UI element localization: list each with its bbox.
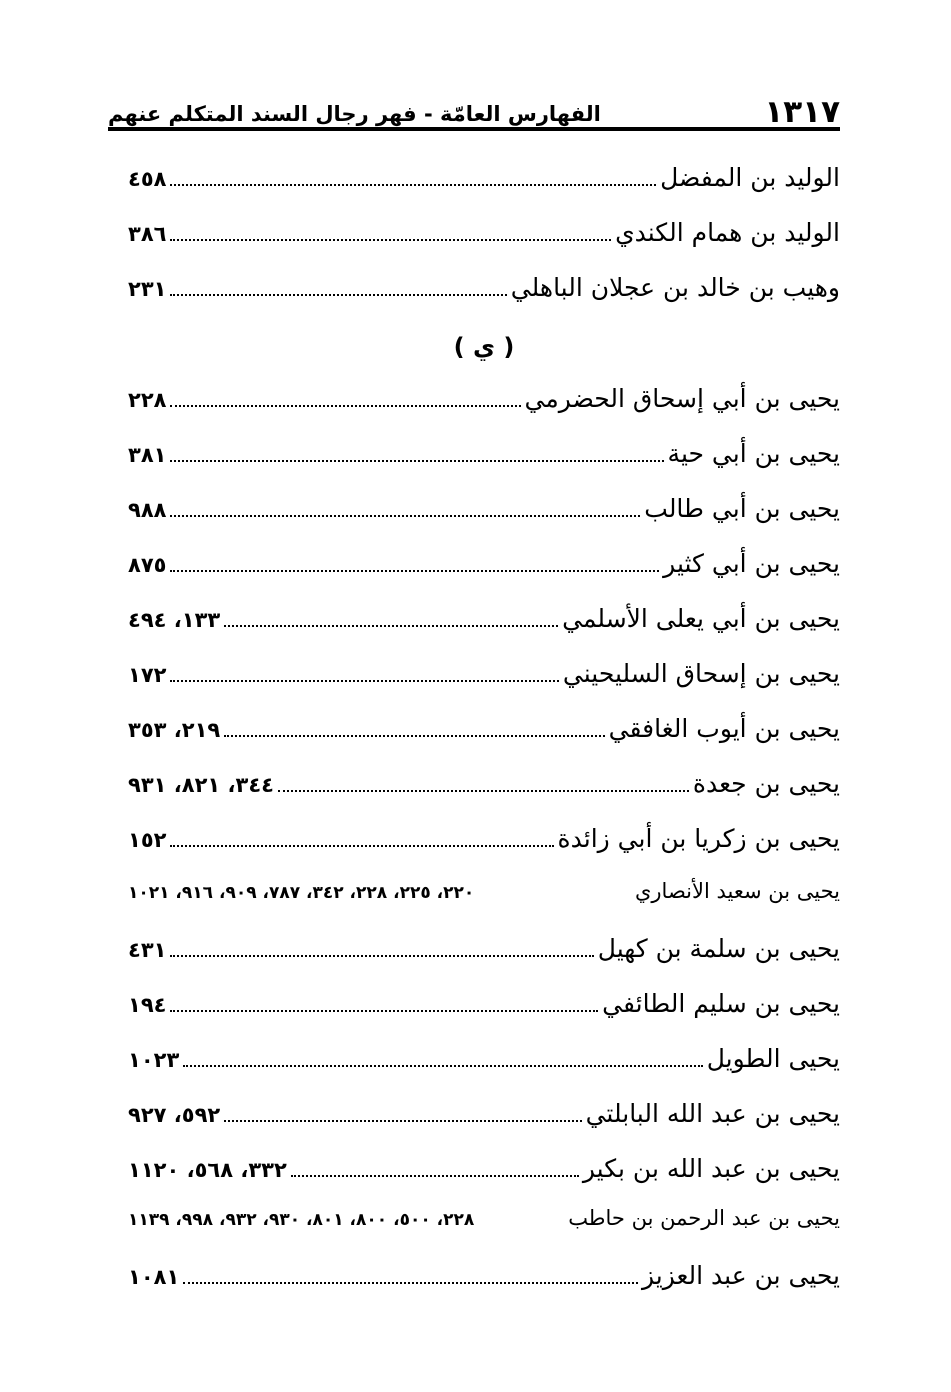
index-entry [128, 494, 840, 534]
dot-leader [291, 1175, 579, 1177]
entry-name: يحيى بن عبد الله البابلتي [585, 1099, 840, 1128]
entry-name: يحيى بن أبي كثير [663, 549, 840, 578]
index-entry [128, 273, 840, 313]
dot-leader [170, 239, 611, 241]
entry-name: يحيى بن جعدة [692, 769, 840, 798]
index-entry [128, 1099, 840, 1139]
entry-name: يحيى بن أبي طالب [644, 494, 840, 523]
entry-pages: ٢٢٨، ٥٠٠، ٨٠٠، ٨٠١، ٩٣٠، ٩٣٢، ٩٩٨، ١١٣٩ [128, 1210, 475, 1230]
entry-name: يحيى الطويل [706, 1044, 840, 1073]
entry-pages: ٢١٩، ٣٥٣ [128, 718, 221, 742]
index-entry [128, 1044, 840, 1084]
dot-leader [170, 405, 520, 407]
entry-pages: ٣٣٢، ٥٦٨، ١١٢٠ [128, 1158, 287, 1182]
entry-pages: ٩٨٨ [128, 498, 167, 522]
entry-pages: ١٧٢ [128, 663, 167, 687]
entry-name: يحيى بن زكريا بن أبي زائدة [557, 824, 840, 853]
dot-leader [224, 625, 558, 627]
entry-name: يحيى بن أبي يعلى الأسلمي [562, 604, 840, 633]
index-entry [128, 549, 840, 589]
running-title: الفهارس العامّة - فهر رجال السند المتكلم عنهم [108, 102, 601, 126]
dot-leader [183, 1065, 702, 1067]
entry-pages: ١٠٨١ [128, 1265, 180, 1289]
entry-pages: ١٠٢٣ [128, 1048, 180, 1072]
index-entry [128, 1261, 840, 1301]
index-entry [128, 879, 840, 919]
page-number: ١٣١٧ [764, 94, 840, 130]
dot-leader [170, 460, 663, 462]
index-entry [128, 989, 840, 1029]
index-entry [128, 714, 840, 754]
index-entry [128, 163, 840, 203]
entry-pages: ٢٢٨ [128, 388, 167, 412]
entry-name: يحيى بن عبد الله بن بكير [582, 1154, 840, 1183]
entry-pages: ١٥٢ [128, 828, 167, 852]
dot-leader [224, 1120, 581, 1122]
entry-pages: ٥٩٢، ٩٢٧ [128, 1103, 221, 1127]
dot-leader [170, 515, 640, 517]
dot-leader [170, 955, 593, 957]
index-entry [128, 659, 840, 699]
entry-name: الوليد بن همام الكندي [615, 218, 840, 247]
entry-pages: ٢٢٠، ٢٢٥، ٢٢٨، ٣٤٢، ٧٨٧، ٩٠٩، ٩١٦، ١٠٢١ [128, 883, 475, 903]
index-entry [128, 769, 840, 809]
entry-pages: ٨٧٥ [128, 553, 167, 577]
index-entry [128, 934, 840, 974]
entry-name: يحيى بن عبد العزيز [641, 1261, 840, 1290]
section-letter-heading: ( ي ) [453, 333, 515, 361]
entry-pages: ٢٣١ [128, 277, 167, 301]
entry-name: يحيى بن سلمة بن كهيل [597, 934, 840, 963]
dot-leader [170, 680, 558, 682]
entry-pages: ٣٨١ [128, 443, 167, 467]
dot-leader [224, 735, 604, 737]
dot-leader [170, 570, 659, 572]
entry-name: يحيى بن أيوب الغافقي [608, 714, 840, 743]
index-entry [128, 384, 840, 424]
entry-pages: ٣٤٤، ٨٢١، ٩٣١ [128, 773, 274, 797]
entry-pages: ١٩٤ [128, 993, 167, 1017]
entry-name: يحيى بن أبي إسحاق الحضرمي [524, 384, 840, 413]
index-entry [128, 1154, 840, 1194]
entry-pages: ٣٨٦ [128, 222, 167, 246]
index-entry [128, 604, 840, 644]
index-entry [128, 824, 840, 864]
header-rule [108, 127, 840, 131]
entry-name: يحيى بن سعيد الأنصاري [634, 879, 840, 903]
entry-pages: ١٣٣، ٤٩٤ [128, 608, 221, 632]
dot-leader [183, 1282, 638, 1284]
dot-leader [170, 294, 506, 296]
entry-pages: ٤٣١ [128, 938, 167, 962]
index-entry [128, 439, 840, 479]
entry-name: يحيى بن عبد الرحمن بن حاطب [568, 1206, 840, 1230]
dot-leader [170, 184, 656, 186]
page-header [108, 84, 840, 128]
dot-leader [170, 1010, 598, 1012]
entry-name: وهيب بن خالد بن عجلان الباهلي [510, 273, 840, 302]
entry-name: الوليد بن المفضل [660, 163, 840, 192]
entry-pages: ٤٥٨ [128, 167, 167, 191]
index-entry [128, 218, 840, 258]
index-entry [128, 1206, 840, 1246]
entry-name: يحيى بن أبي حية [667, 439, 840, 468]
entry-name: يحيى بن إسحاق السليحيني [562, 659, 840, 688]
dot-leader [170, 845, 553, 847]
entry-name: يحيى بن سليم الطائفي [602, 989, 840, 1018]
dot-leader [278, 790, 689, 792]
